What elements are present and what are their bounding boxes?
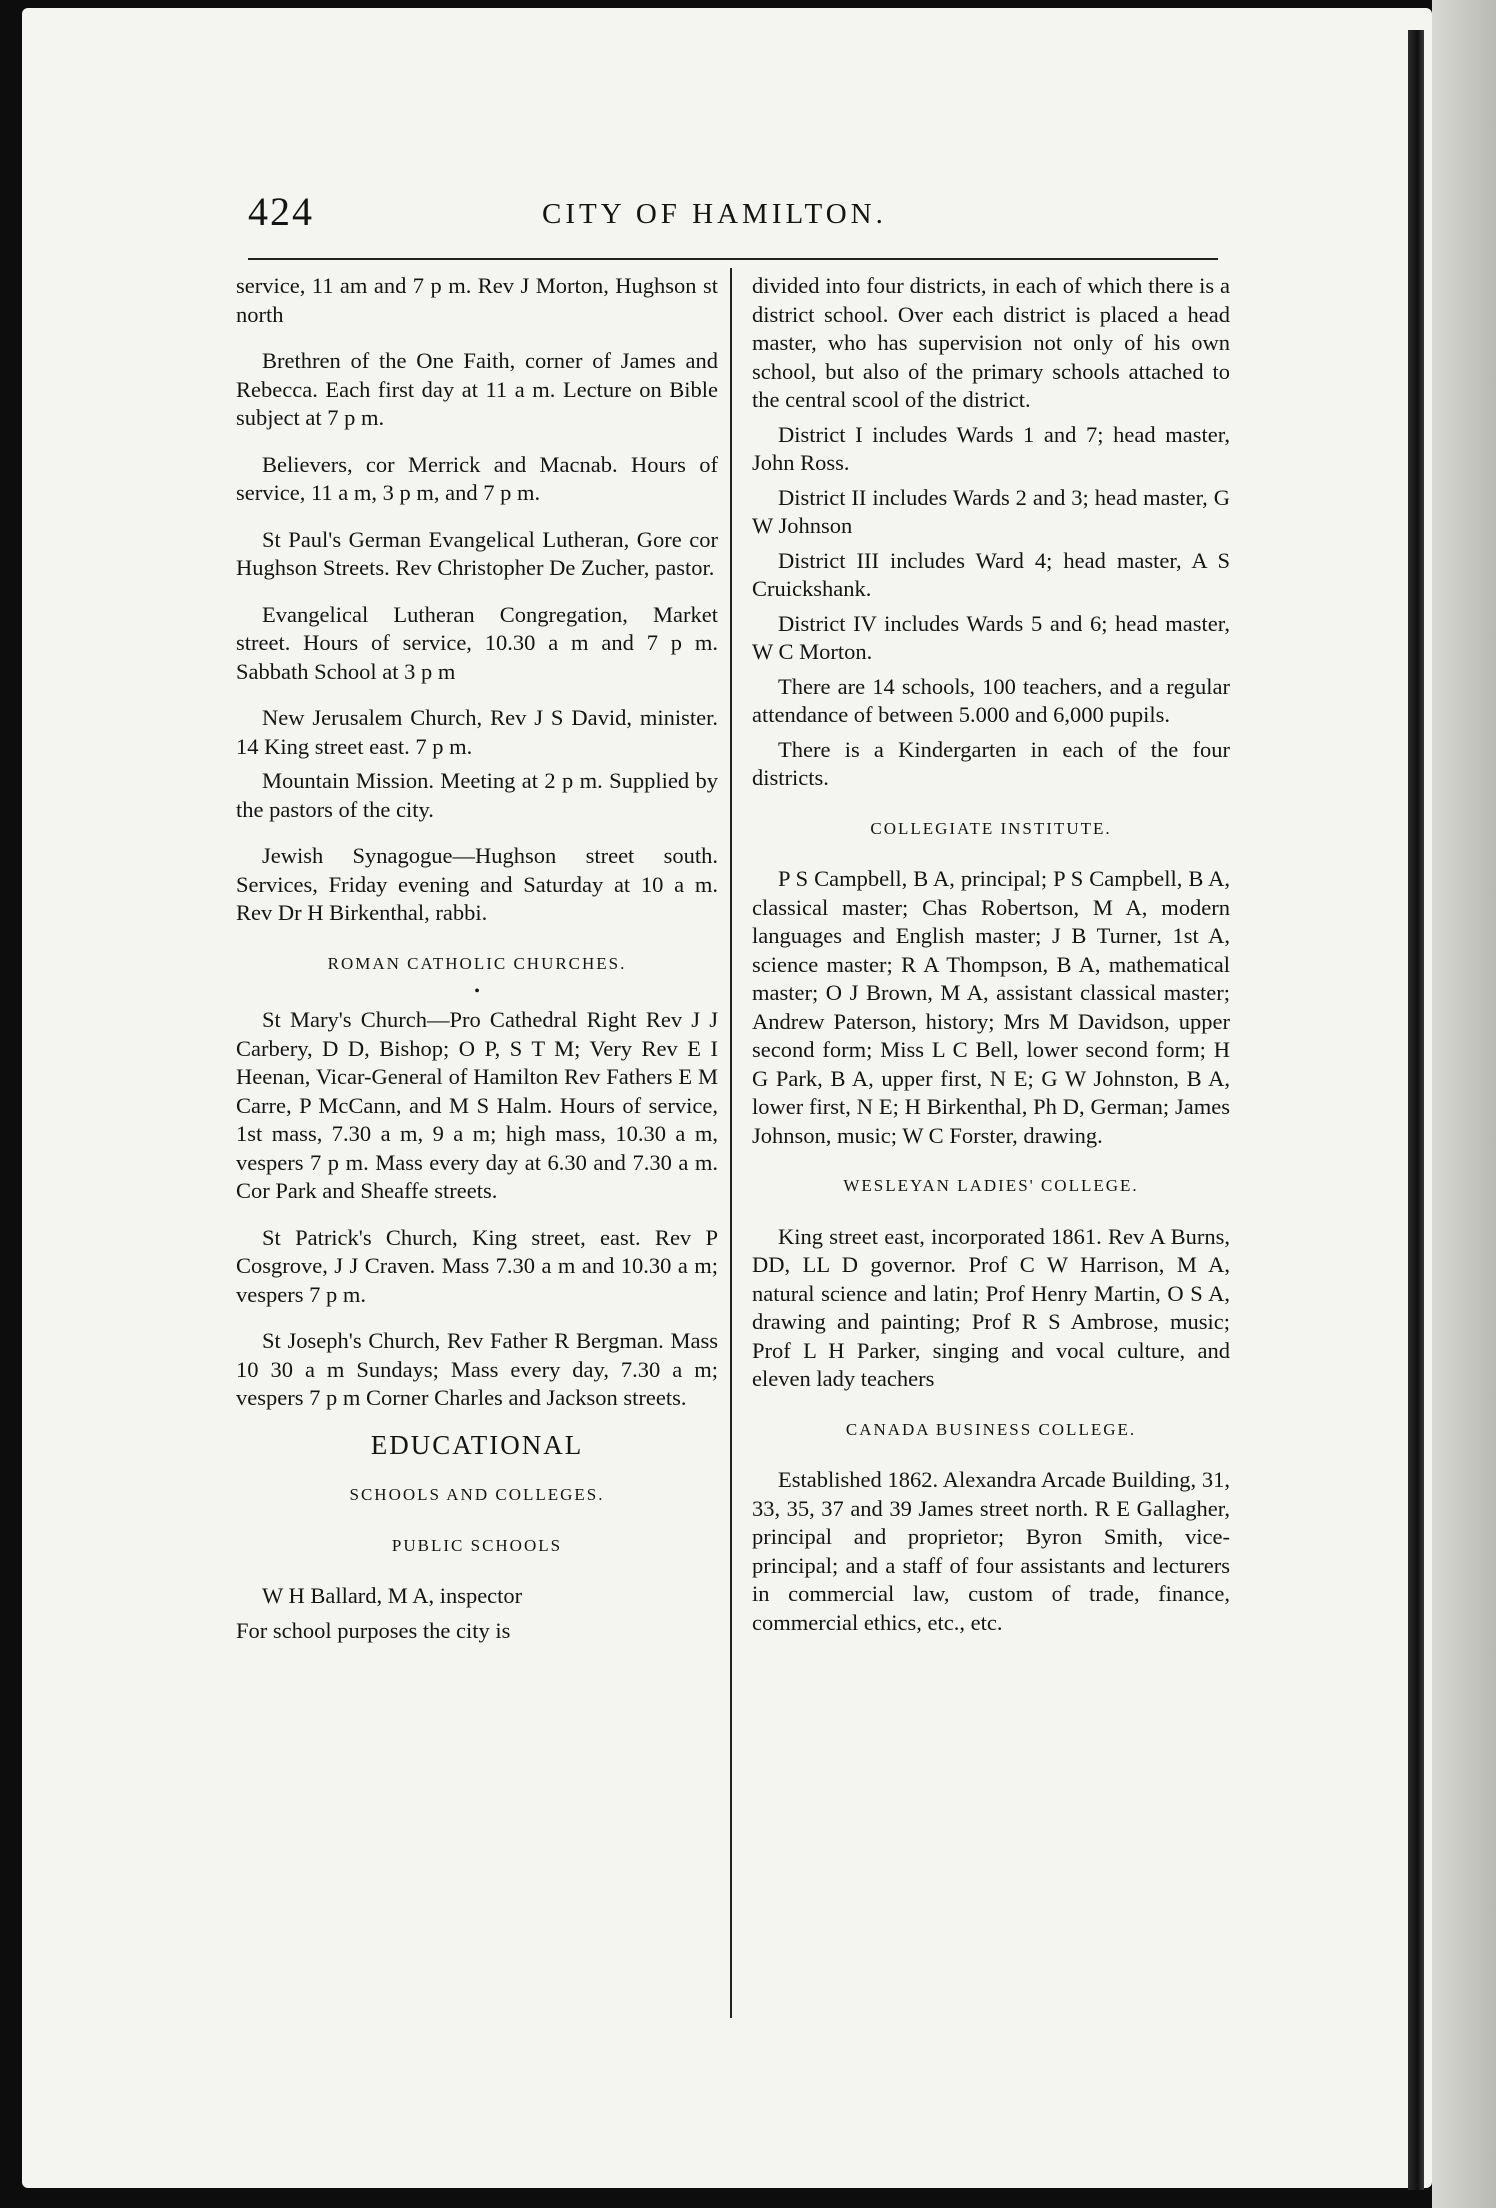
- left-column: [236, 272, 718, 1663]
- section-heading: CANADA BUSINESS COLLEGE.: [845, 1419, 1137, 1439]
- paragraph: St Mary's Church—Pro Cathedral Right Rev J J Carbery, D D, Bishop; O P, S T M; Very Rev E I Heenan, Vicar-General of Hamilton Rev Fathers E M Carre, P McCann, and M S Halm. Hours of service, 1st mass, 7.30 a m, 9 a m; high mass, 10.30 a m, vespers 7 p m. Mass every day at 6.30 and 7.30 a m. Cor Park and Sheaffe streets.: [236, 1007, 718, 1203]
- paragraph: St Patrick's Church, King street, east. Rev P Cosgrove, J J Craven. Mass 7.30 a m and 10.30 a m; vespers 7 p m.: [236, 1224, 718, 1307]
- paragraph: District II includes Wards 2 and 3; head master, G W Johnson: [752, 484, 1230, 538]
- section-heading: COLLEGIATE INSTITUTE.: [870, 818, 1112, 838]
- paragraph: W H Ballard, M A, inspector: [262, 1583, 523, 1608]
- section-title: EDUCATIONAL: [370, 1429, 584, 1460]
- paragraph: Established 1862. Alexandra Arcade Building, 31, 33, 35, 37 and 39 James street north. R E Gallagher, principal and proprietor; Byron Smith, vice-principal; and a staff of four assistants and lecturers in commercial law, custom of trade, finance, commercial ethics, etc., etc.: [752, 1467, 1230, 1635]
- paragraph: There is a Kindergarten in each of the four districts.: [752, 736, 1230, 790]
- paragraph: Believers, cor Merrick and Macnab. Hours of service, 11 a m, 3 p m, and 7 p m.: [236, 451, 718, 505]
- section-heading: WESLEYAN LADIES' COLLEGE.: [843, 1176, 1139, 1195]
- bullet-mark: •: [474, 983, 480, 1000]
- paragraph: District I includes Wards 1 and 7; head master, John Ross.: [752, 421, 1230, 475]
- paragraph: District III includes Ward 4; head master, A S Cruickshank.: [752, 547, 1230, 601]
- paragraph: divided into four districts, in each of which there is a district school. Over each district is placed a head master, who has supervision not only of his own school, but also of the primary schools attached to the central scool of the district.: [752, 273, 1230, 412]
- paragraph: Brethren of the One Faith, corner of James and Rebecca. Each first day at 11 a m. Lecture on Bible subject at 7 p m.: [236, 348, 718, 430]
- page-number: 424: [248, 189, 314, 234]
- adjacent-page-edge: [1432, 0, 1496, 2208]
- section-heading: SCHOOLS AND COLLEGES.: [349, 1485, 605, 1504]
- paragraph: There are 14 schools, 100 teachers, and a regular attendance of between 5.000 and 6,000 pupils.: [752, 673, 1230, 727]
- paragraph: King street east, incorporated 1861. Rev A Burns, DD, LL D governor. Prof C W Harrison, M A, natural science and latin; Prof Henry Martin, O S A, drawing and painting; Prof R S Ambrose, music; Prof L H Parker, singing and vocal culture, and eleven lady teachers: [752, 1223, 1230, 1391]
- paragraph: For school purposes the city is: [236, 1617, 511, 1643]
- paragraph: Mountain Mission. Meeting at 2 p m. Supplied by the pastors of the city.: [236, 768, 718, 822]
- paragraph: St Paul's German Evangelical Lutheran, Gore cor Hughson Streets. Rev Christopher De Zucher, pastor.: [236, 526, 718, 580]
- paragraph: St Joseph's Church, Rev Father R Bergman. Mass 10 30 a m Sundays; Mass every day, 7.30 a m; vespers 7 p m Corner Charles and Jackson streets.: [236, 1328, 718, 1410]
- paragraph: Evangelical Lutheran Congregation, Market street. Hours of service, 10.30 a m and 7 p m. Sabbath School at 3 p m: [236, 601, 718, 684]
- paragraph: New Jerusalem Church, Rev J S David, minister. 14 King street east. 7 p m.: [236, 705, 718, 759]
- page-header: [248, 188, 1218, 248]
- section-heading: PUBLIC SCHOOLS: [391, 1535, 563, 1555]
- running-head: CITY OF HAMILTON.: [542, 198, 887, 230]
- paragraph: P S Campbell, B A, principal; P S Campbell, B A, classical master; Chas Robertson, M A, modern languages and English master; J B Turner, 1st A, science master; R A Thompson, B A, mathematical master; O J Brown, M A, assistant classical master; Andrew Paterson, history; Mrs M Davidson, upper second form; Miss L C Bell, lower second form; H G Park, B A, upper first, N E; G W Johnston, B A, lower first, N E; H Birkenthal, Ph D, German; James Johnson, music; W C Forster, drawing.: [752, 866, 1230, 1148]
- header-rule: [248, 258, 1218, 260]
- column-divider: [730, 268, 732, 2018]
- paragraph: Jewish Synagogue—Hughson street south. Services, Friday evening and Saturday at 10 a m. Rev Dr H Birkenthal, rabbi.: [236, 843, 718, 925]
- section-heading: ROMAN CATHOLIC CHURCHES.: [327, 953, 627, 973]
- book-spine-shadow: [1408, 30, 1424, 2190]
- paragraph: District IV includes Wards 5 and 6; head master, W C Morton.: [752, 610, 1230, 664]
- right-column: [752, 272, 1230, 1655]
- paragraph: service, 11 am and 7 p m. Rev J Morton, Hughson st north: [236, 273, 718, 327]
